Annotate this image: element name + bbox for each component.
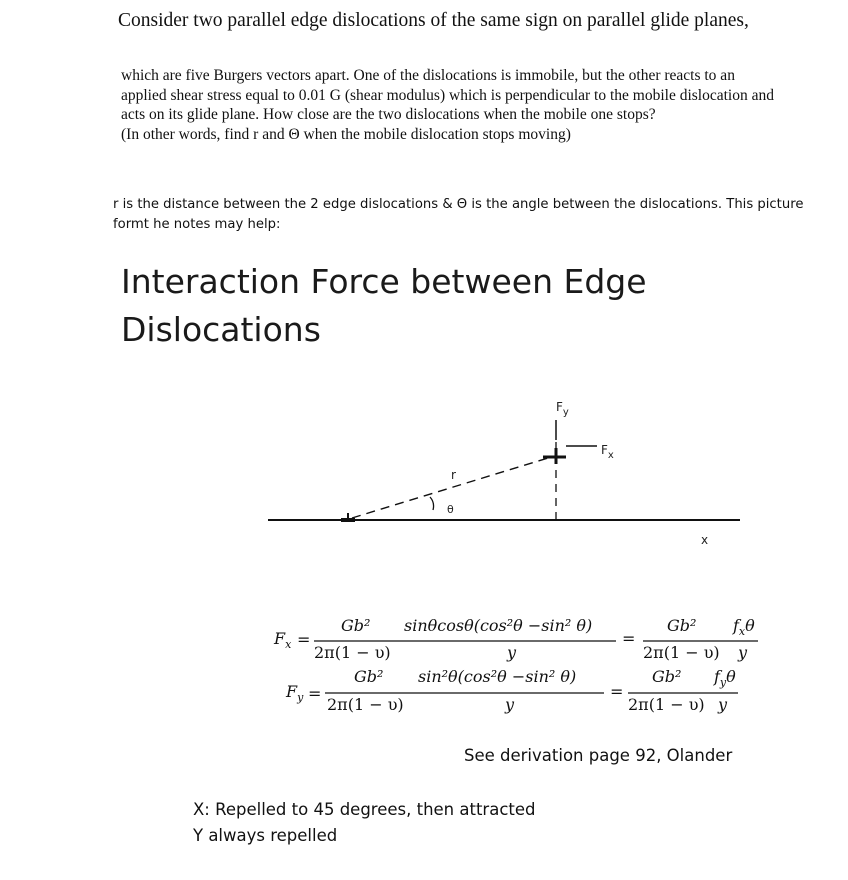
- note-text: r is the distance between the 2 edge dislocations & Θ is the angle between the dislocations. This picture formt he notes may help:: [113, 197, 804, 232]
- theta-arc: [430, 497, 434, 510]
- fx-equals: =: [297, 630, 311, 649]
- fx-fn-numerator: $f_x\theta$: [733, 616, 755, 638]
- fy-coef-denominator: 2π(1 − υ): [327, 695, 404, 714]
- fy-coef-denominator-2: 2π(1 − υ): [628, 695, 705, 714]
- question-clarification: (In other words, find r and Θ when the mobile dislocation stops moving): [121, 125, 571, 143]
- fy-equals-2: =: [610, 682, 624, 701]
- conclusion-x: X: Repelled to 45 degrees, then attracted: [193, 800, 536, 819]
- dislocation-diagram: [0, 380, 848, 560]
- slide-title-line1: Interaction Force between Edge: [121, 262, 647, 301]
- fy-lhs: $F_y$: [286, 682, 304, 704]
- conclusions: [193, 797, 536, 849]
- slide-title: [121, 258, 647, 354]
- fx-trig-numerator: sinθcosθ(cos²θ −sin² θ): [404, 616, 593, 635]
- fx-coef-numerator-2: Gb²: [667, 616, 697, 635]
- conclusion-y: Y always repelled: [193, 826, 338, 845]
- label-x-axis: x: [701, 533, 709, 547]
- fx-coef-numerator: Gb²: [341, 616, 371, 635]
- fy-trig-denominator: y: [505, 695, 515, 714]
- label-r: r: [451, 468, 456, 482]
- fx-equals-2: =: [622, 629, 636, 648]
- question-heading: Consider two parallel edge dislocations of the same sign on parallel glide planes,: [118, 10, 749, 31]
- fy-fn-denominator: y: [718, 695, 728, 714]
- fy-coef-numerator-2: Gb²: [652, 667, 682, 686]
- fy-equals: =: [308, 684, 322, 703]
- fx-fn-denominator: y: [738, 643, 748, 662]
- fx-trig-denominator: y: [507, 643, 517, 662]
- label-fx: $F_x$: [601, 443, 614, 461]
- fy-fn-numerator: $f_y\theta$: [714, 667, 736, 689]
- label-theta: θ: [447, 503, 454, 516]
- label-fy: $F_y$: [556, 400, 569, 418]
- fy-trig-numerator: sin²θ(cos²θ −sin² θ): [418, 667, 577, 686]
- fx-lhs: $F_x$: [274, 629, 292, 651]
- fx-coef-denominator: 2π(1 − υ): [314, 643, 391, 662]
- question-text: which are five Burgers vectors apart. One of the dislocations is immobile, but the other reacts to an applied shear stress equal to 0.01 G (shear modulus) which is perpendicular to the mobile dislocation and acts on its glide plane. How close are the two dislocations when the mobile one stops?: [121, 67, 774, 123]
- force-equations: [0, 590, 848, 730]
- derivation-reference: See derivation page 92, Olander: [464, 746, 733, 765]
- slide-title-line2: Dislocations: [121, 310, 321, 349]
- question-body: [121, 66, 781, 144]
- fx-coef-denominator-2: 2π(1 − υ): [643, 643, 720, 662]
- fy-coef-numerator: Gb²: [354, 667, 384, 686]
